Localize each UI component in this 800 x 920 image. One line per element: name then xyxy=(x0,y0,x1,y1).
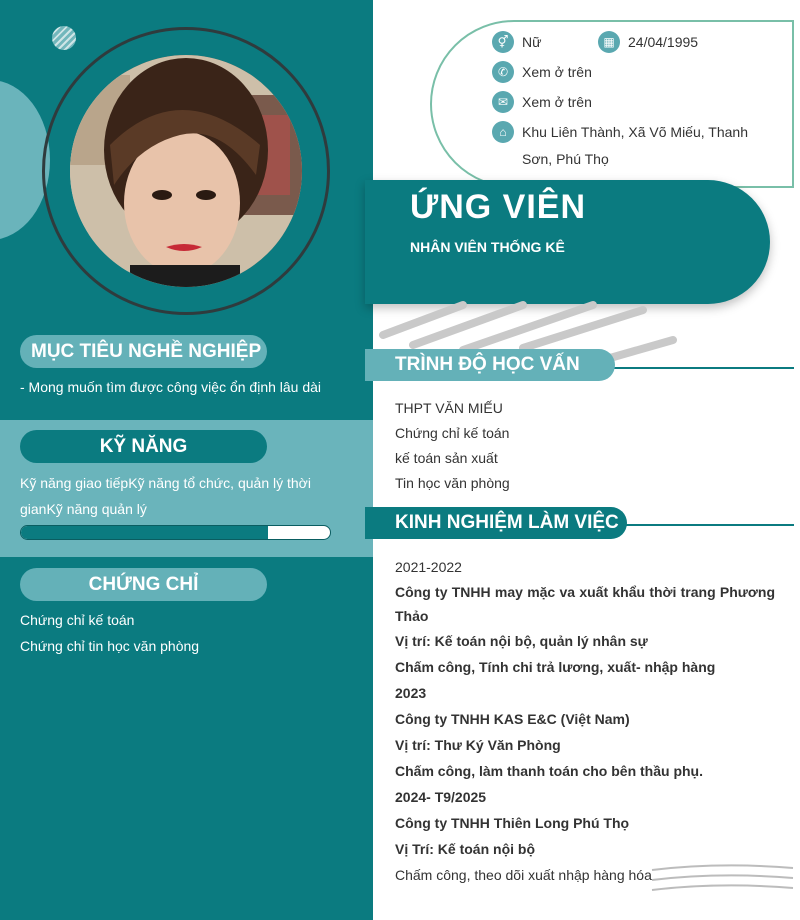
name-banner xyxy=(365,180,770,304)
job-company: Công ty TNHH KAS E&C (Việt Nam) xyxy=(395,711,630,727)
mail-icon: ✉ xyxy=(492,91,514,113)
certificates-heading: CHỨNG CHỈ xyxy=(20,568,267,601)
left-column xyxy=(0,0,373,920)
certificate-item: Chứng chỉ tin học văn phòng xyxy=(20,638,200,654)
job-company: Công ty TNHH Thiên Long Phú Thọ xyxy=(395,815,630,831)
contact-birthdate xyxy=(598,31,698,53)
skills-line: gianKỹ năng quản lý xyxy=(20,501,147,517)
skill-level-bar xyxy=(20,525,331,540)
candidate-name: ỨNG VIÊN xyxy=(410,188,587,226)
education-item: THPT VĂN MIẾU xyxy=(395,400,503,416)
education-item: kế toán sản xuất xyxy=(395,450,498,466)
education-list xyxy=(395,396,775,496)
skills-text xyxy=(20,470,340,522)
objective-text: - Mong muốn tìm được công việc ổn định lâu dài xyxy=(20,379,322,395)
experience-heading: KINH NGHIỆM LÀM VIỆC xyxy=(365,507,627,539)
profile-photo-graphic xyxy=(70,55,302,287)
contact-address-continued xyxy=(522,151,609,167)
education-heading: TRÌNH ĐỘ HỌC VẤN xyxy=(365,349,615,381)
job-duties: Chấm công, làm thanh toán cho bên thầu phụ. xyxy=(395,763,703,779)
job-role: Vị trí: Thư Ký Văn Phòng xyxy=(395,737,561,753)
skill-level-fill xyxy=(21,526,268,539)
certificates-list xyxy=(20,607,340,659)
experience-heading-line xyxy=(610,524,794,526)
education-heading-line xyxy=(600,367,794,369)
certificate-item: Chứng chỉ kế toán xyxy=(20,612,135,628)
job-duties: Chấm công, theo dõi xuất nhập hàng hóa xyxy=(395,867,652,883)
skills-line: Kỹ năng giao tiếpKỹ năng tổ chức, quản lý thời xyxy=(20,475,311,491)
job-period: 2021-2022 xyxy=(395,559,462,575)
calendar-icon: ▦ xyxy=(598,31,620,53)
skills-section xyxy=(0,420,373,557)
job-period: 2023 xyxy=(395,685,427,701)
home-icon: ⌂ xyxy=(492,121,514,143)
job-role: Vị Trí: Kế toán nội bộ xyxy=(395,841,535,857)
contact-gender xyxy=(492,31,541,53)
contact-address xyxy=(492,121,748,143)
job-duties: Chấm công, Tính chi trả lương, xuất- nhập hàng xyxy=(395,659,716,675)
gender-value: Nữ xyxy=(522,34,542,50)
job-period: 2024- T9/2025 xyxy=(395,789,487,805)
gender-icon: ⚥ xyxy=(492,31,514,53)
education-item: Chứng chỉ kế toán xyxy=(395,425,510,441)
phone-value: Xem ở trên xyxy=(522,64,592,80)
email-value: Xem ở trên xyxy=(522,94,592,110)
birthdate-value: 24/04/1995 xyxy=(628,34,699,50)
skills-heading: KỸ NĂNG xyxy=(20,430,267,463)
education-item: Tin học văn phòng xyxy=(395,475,510,491)
profile-photo xyxy=(70,55,302,287)
candidate-position: NHÂN VIÊN THỐNG KÊ xyxy=(410,239,565,255)
address-line: Sơn, Phú Thọ xyxy=(522,151,609,167)
job-role: Vị trí: Kế toán nội bộ, quản lý nhân sự xyxy=(395,633,648,649)
decorative-dot xyxy=(52,26,76,50)
job-company: Công ty TNHH may mặc va xuất khẩu thời trang Phương Thảo xyxy=(395,584,775,624)
contact-phone xyxy=(492,61,592,83)
experience-list xyxy=(395,554,775,888)
contact-email xyxy=(492,91,592,113)
phone-icon: ✆ xyxy=(492,61,514,83)
address-line: Khu Liên Thành, Xã Võ Miếu, Thanh xyxy=(522,124,748,140)
decorative-lines xyxy=(650,860,795,905)
objective-heading: MỤC TIÊU NGHỀ NGHIỆP xyxy=(20,335,267,368)
